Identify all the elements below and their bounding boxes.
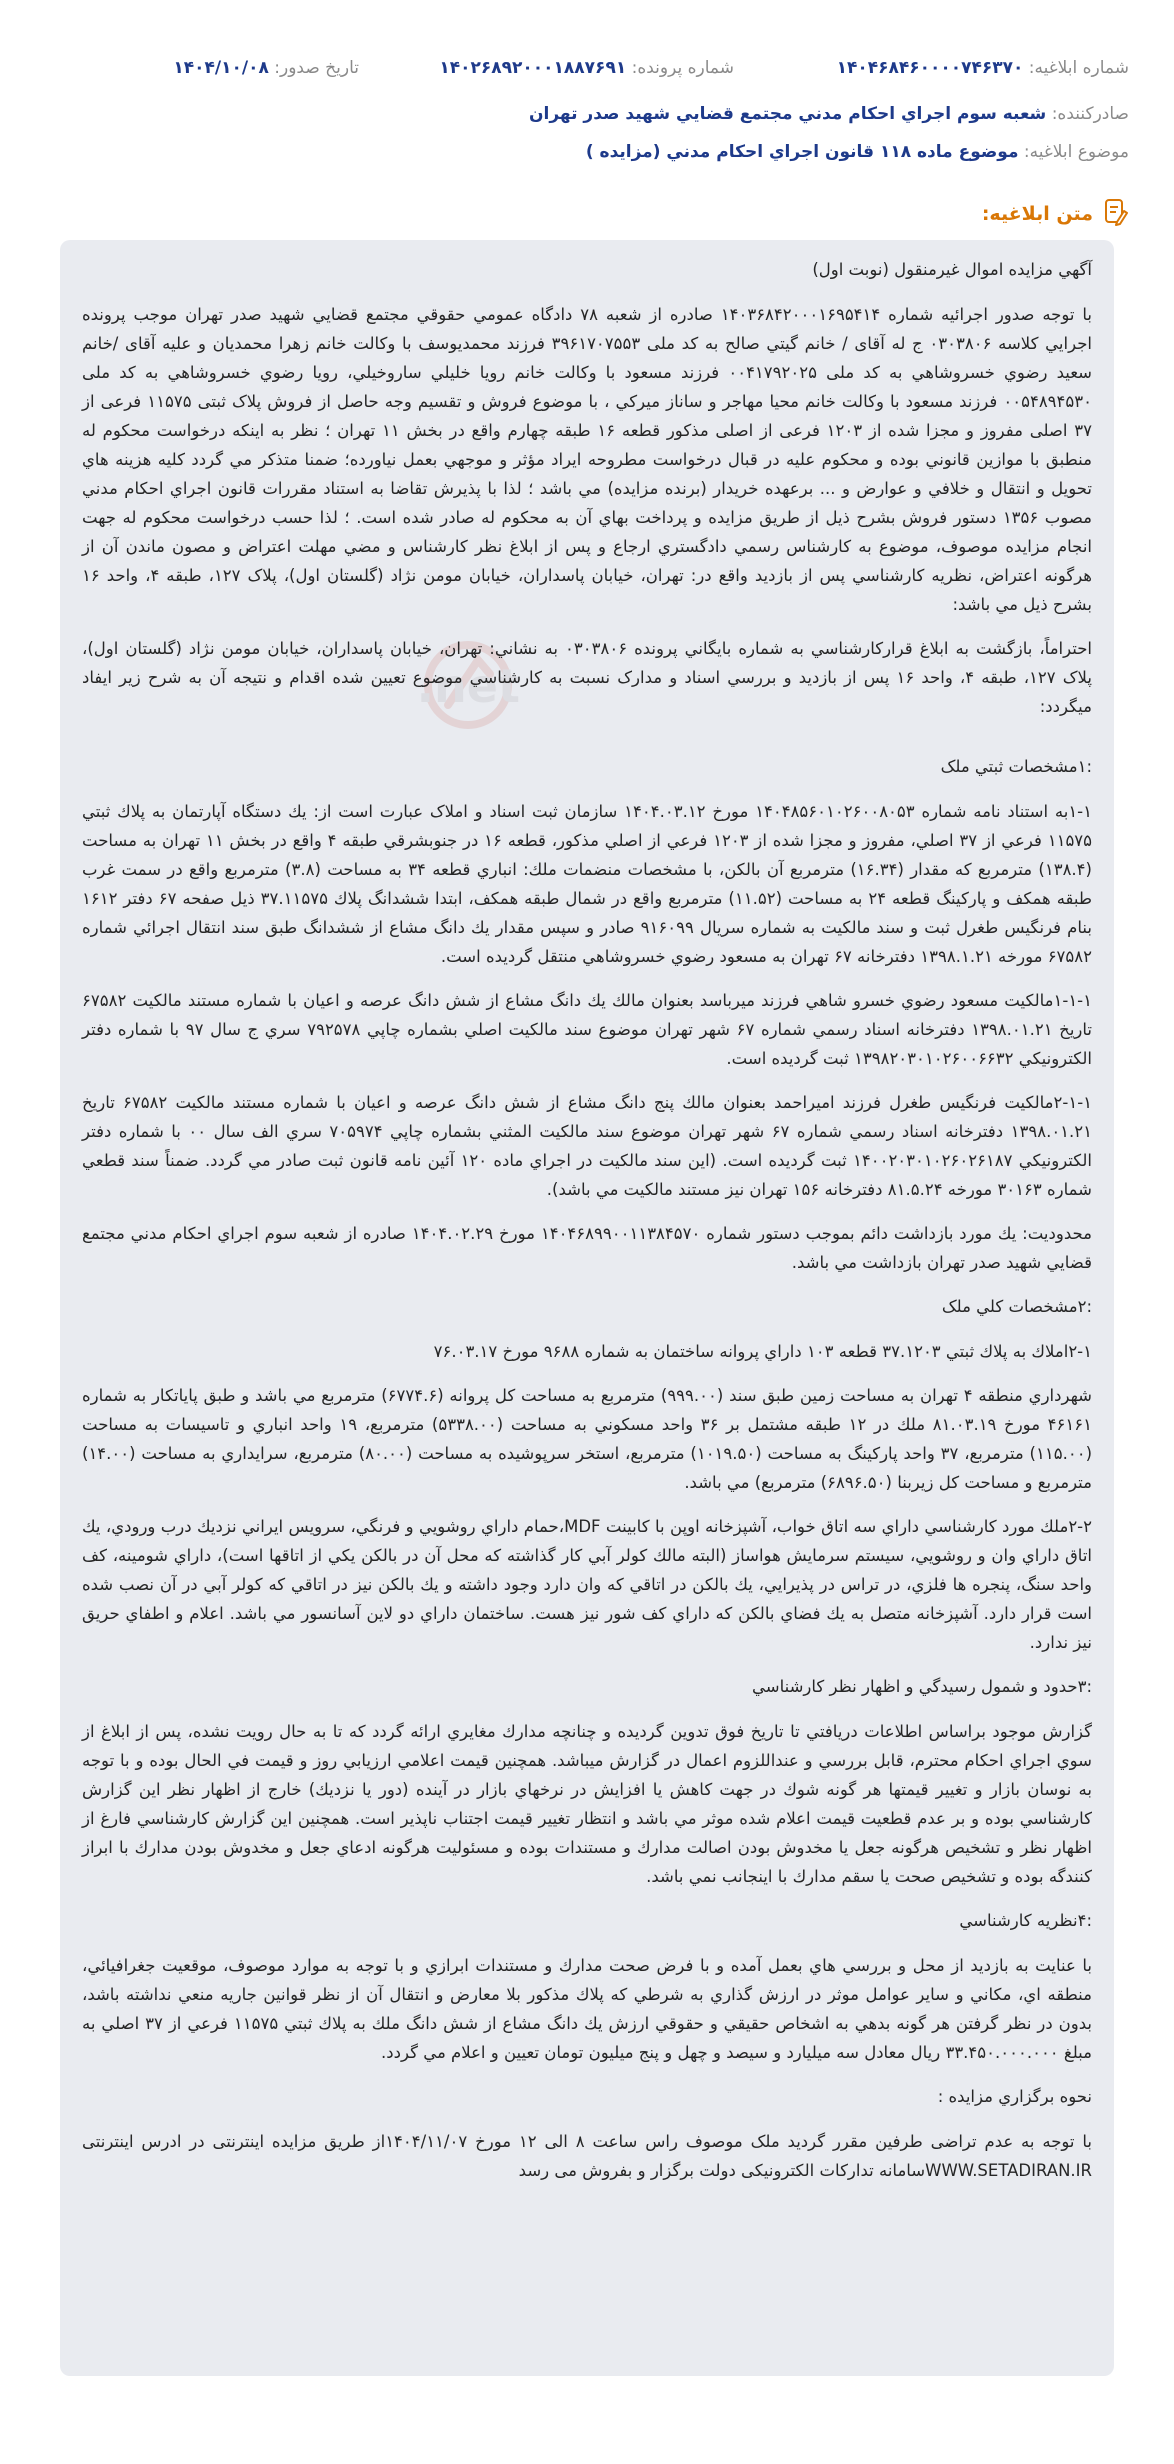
heading-general-specs: :۲مشخصات کلي ملک bbox=[941, 1297, 1092, 1316]
paragraph-unit-description: ۲-۲ملك مورد كارشناسي داراي سه اتاق خواب، آشپزخانه اوپن با كابينت MDF،حمام داراي روشويي و فرنگي، سرويس ايراني نزديك درب ورودي، يك اتاق داراي وان و روشويي، سيستم سرمايش هواساز (البته مالك كولر آبي كار گذاشته كه محل آن در بالكن يكي از اتاقها است)، داراي شومينه، كف واحد سنگ، پنجره ها فلزي، در تراس در پذيرايي، يك بالكن در اتاقي كه وان دارد وجود داشته و يك بالكن نيز در اتاقي كه كولر آبي در آن نصب شده است قرار دارد. آشپزخانه متصل به يك فضاي بالكن كه داراي كف شور نيز هست. ساختمان داراي دو لاين آسانسور مي باشد. اعلام و اطفاي حريق نيز ندارد. bbox=[82, 1517, 1092, 1652]
case-number-value: ۱۴۰۲۶۸۹۲۰۰۰۱۸۸۷۶۹۱ bbox=[439, 58, 627, 78]
paragraph-execution: با توجه صدور اجرائيه شماره ۱۴۰۳۶۸۴۲۰۰۰۱۶۹۵۴۱۴ صادره از شعبه ۷۸ دادگاه عمومي حقوقي مجتمع قضايي شهيد صدر تهران موجب پرونده اجرايي کلاسه ۰۳۰۳۸۰۶ ج له آقای / خانم گيتي صالح به کد ملی ۳۹۶۱۷۰۷۵۵۳ فرزند محمديوسف با وکالت خانم زهرا محمديان و علیه آقای /خانم سعید رضوي خسروشاهي به کد ملی ۰۰۴۱۷۹۲۰۲۵ فرزند مسعود با وکالت خانم رويا خليلي ساروخيلي، رويا رضوي خسروشاهي به کد ملی ۰۰۵۴۸۹۴۵۳۰ فرزند مسعود با وکالت خانم محيا مهاجر و ساناز ميرکي ، با موضوع فروش و تقسيم وجه حاصل از فروش پلاک ثبتی ۱۱۵۷۵ فرعی از ۳۷ اصلی مفروز و مجزا شده از ۱۲۰۳ فرعی از اصلی مذکور قطعه ۱۶ طبقه چهارم واقع در بخش ۱۱ تهران ؛ نظر به اينکه درخواست محکوم له منطبق با موازين قانوني بوده و محکوم عليه در قبال درخواست مطروحه ايراد مؤثر و موجهي بعمل نياورده؛ ضمنا متذکر مي گردد کليه هزينه هاي تحويل و انتقال و خلافي و عوارض و ... برعهده خريدار (برنده مزايده) مي باشد ؛ لذا با پذيرش تقاضا به استناد مقررات قانون اجراي احکام مدني مصوب ۱۳۵۶ دستور فروش بشرح ذيل از طريق مزايده و پرداخت بهاي آن به محکوم له صادر شده است. ؛ لذا حسب درخواست محکوم له جهت انجام مزايده موصوف، موضوع به کارشناس رسمي دادگستري ارجاع و پس از ابلاغ نظر کارشناس و مضي مهلت اعتراض و مصون ماندن آن از هرگونه اعتراض، نظريه کارشناسي پس از بازديد واقع در: تهران، خيابان پاسداران، خيابان مومن نژاد (گلستان اول)، پلاک ۱۲۷، طبقه ۴، واحد ۱۶ بشرح ذيل مي باشد: bbox=[82, 305, 1093, 614]
notice-document bbox=[82, 255, 1092, 2185]
paragraph-registration: ۱-۱به استناد نامه شماره ۱۴۰۴۸۵۶۰۱۰۲۶۰۰۸۰۵۳ مورخ ۱۴۰۴.۰۳.۱۲ سازمان ثبت اسناد و املاک عبارت است از: يك دستگاه آپارتمان به پلاك ثبتي ۱۱۵۷۵ فرعي از ۳۷ اصلي، مفروز و مجزا شده از ۱۲۰۳ فرعي از اصلي مذكور، قطعه ۱۶ در جنوبشرقي طبقه ۴ واقع در بخش ۱۱ تهران به مساحت (۱۳۸.۴) مترمربع كه مقدار (۱۶.۳۴) مترمربع آن بالكن، با مشخصات منضمات ملك: انباري قطعه ۳۴ به مساحت (۳.۸) مترمربع واقع در سمت غرب طبقه همكف و پاركينگ قطعه ۲۴ به مساحت (۱۱.۵۲) مترمربع واقع در شمال طبقه همكف، ابتدا ششدانگ پلاك ۳۷.۱۱۵۷۵ ذيل صفحه ۶۷ دفتر ۱۶۱۲ بنام فرنگيس طغرل ثبت و سند مالكيت به شماره سريال ۹۱۶۰۹۹ صادر و سپس مقدار يك دانگ مشاع از ششدانگ طبق سند انتقال اجرائي شماره ۶۷۵۸۲ مورخه ۱۳۹۸.۱.۲۱ دفترخانه ۶۷ تهران به مسعود رضوي خسروشاهي منتقل گرديده است. bbox=[82, 802, 1093, 966]
issue-date-label: تاريخ صدور: bbox=[274, 58, 359, 78]
paragraph-scope: گزارش موجود براساس اطلاعات دريافتي تا تاريخ فوق تدوين گرديده و چنانچه مدارك مغايري ارائه گردد كه تا به حال رويت نشده، پس از ابلاغ از سوي اجراي احكام محترم، قابل بررسي و عنداللزوم اعمال در گزارش ميباشد. همچنين قيمت اعلامي ارزيابي روز و قيمت في الحال بوده و با توجه به نوسان بازار و تغيير قيمتها هر گونه شوك در جهت كاهش يا افزايش در نرخهاي بازار در آينده (دور يا نزديك) خارج از اظهار نظر اين گزارش كارشناسي بوده و بر عدم قطعيت قيمت اعلام شده موثر مي باشد و انتظار تغيير قيمت اجتناب ناپذير است. همچنين اين گزارش كارشناسي فارغ از اظهار نظر و تشخيص هرگونه جعل يا مخدوش بودن اصالت مدارك و مستندات بوده و مسئوليت هرگونه ادعاي جعل و مخدوش بودن مدارك با ابراز كنندگه بوده و تشخيص صحت يا سقم مدارك با اينجانب نمي باشد. bbox=[82, 1722, 1092, 1886]
case-number-label: شماره پرونده: bbox=[631, 58, 734, 78]
notice-title: آگهي مزايده اموال غيرمنقول (نوبت اول) bbox=[812, 260, 1092, 279]
paragraph-auction: با توجه به عدم تراضی طرفین مقرر گردید ملک موصوف راس ساعت ۸ الی ۱۲ مورخ ۱۴۰۴/۱۱/۰۷از طریق مزایده اینترنتی در ادرس اینترنتی WWW.SETADIRAN.IRسامانه تدارکات الکترونیکی دولت برگزار و بفروش می رسد bbox=[82, 2132, 1092, 2180]
watermark-text: .net bbox=[420, 659, 520, 713]
paragraph-referral: احتراماً، بازگشت به ابلاغ قرارکارشناسي به شماره بايگاني پرونده ۰۳۰۳۸۰۶ به نشاني: تهران، خيابان پاسداران، خيابان مومن نژاد (گلستان اول)، پلاک ۱۲۷، طبقه ۴، واحد ۱۶ پس از بازديد و بررسي اسناد و مدارک نسبت به کارشناسي موضوع تعيين شده اقدام و نتيجه آن به شرح زير ايفاد ميگردد: bbox=[82, 639, 1092, 716]
heading-auction-method: نحوه برگزاري مزايده : bbox=[937, 2087, 1092, 2106]
issue-date-field bbox=[173, 58, 359, 78]
subject-label: موضوع ابلاغيه: bbox=[1023, 142, 1129, 162]
notice-number-label: شماره ابلاغيه: bbox=[1028, 58, 1129, 78]
heading-scope: :۳حدود و شمول رسيدگي و اظهار نظر كارشناسي bbox=[752, 1677, 1092, 1696]
subject-row bbox=[45, 142, 1129, 162]
subject-value: موضوع ماده ۱۱۸ قانون اجراي احکام مدني (مزايده ) bbox=[585, 142, 1019, 162]
paragraph-building-area: شهرداري منطقه ۴ تهران به مساحت زمين طبق سند (۹۹۹.۰۰) مترمربع به مساحت كل پروانه (۶۷۷۴.۶) مترمربع مي باشد و طبق پاياتكار به شماره ۴۶۱۶۱ مورخ ۸۱.۰۳.۱۹ ملك در ۱۲ طبقه مشتمل بر ۳۶ واحد مسكوني به مساحت (۵۳۳۸.۰۰) مترمربع، ۱۹ واحد انباري و تاسيسات به مساحت (۱۱۵.۰۰) مترمربع، ۳۷ واحد پاركينگ به مساحت (۱۰۱۹.۵۰) مترمربع، استخر سرپوشيده به مساحت (۸۰.۰۰) مترمربع، سرايداري به مساحت (۱۴.۰۰) مترمربع و مساحت كل زيربنا (۶۸۹۶.۵۰) مترمربع) مي باشد. bbox=[82, 1386, 1092, 1492]
issuer-value: شعبه سوم اجراي احكام مدني مجتمع قضايي شهيد صدر تهران bbox=[528, 104, 1047, 124]
notice-number-value: ۱۴۰۴۶۸۴۶۰۰۰۰۷۴۶۳۷۰ bbox=[836, 58, 1024, 78]
paragraph-building-permit: ۲-۱املاك به پلاك ثبتي ۳۷.۱۲۰۳ قطعه ۱۰۳ داراي پروانه ساختمان به شماره ۹۶۸۸ مورخ ۷۶.۰۳.۱۷ bbox=[433, 1342, 1092, 1361]
heading-registration-specs: :۱مشخصات ثبتي ملک bbox=[940, 757, 1092, 776]
paragraph-restriction: محدوديت: يك مورد بازداشت دائم بموجب دستور شماره ۱۴۰۴۶۸۹۹۰۰۱۱۳۸۴۵۷۰ مورخ ۱۴۰۴.۰۲.۲۹ صادره از شعبه سوم اجراي احكام مدني مجتمع قضايي شهيد صدر تهران بازداشت مي باشد. bbox=[82, 1224, 1092, 1272]
heading-expert-opinion: :۴نظريه كارشناسي bbox=[959, 1911, 1092, 1930]
issuer-label: صادرکننده: bbox=[1051, 104, 1129, 124]
document-pen-icon bbox=[1103, 198, 1129, 230]
notice-text-header bbox=[982, 198, 1129, 230]
paragraph-valuation: با عنايت به بازديد از محل و بررسي هاي بعمل آمده و با فرض صحت مدارك و مستندات ابرازي و با توجه به موارد موصوف، موقعيت جغرافيائي، منطقه اي، مكاني و ساير عوامل موثر در ارزش گذاري به شرطي كه پلاك مذكور بلا معارض و انتقال آن از نظر قوانين جاريه منعي نداشته باشد، بدون در نظر گرفتن هر گونه بدهي به اشخاص حقيقي و حقوقي ارزش يك دانگ مشاع از شش دانگ ملك به پلاك ثبتي ۱۱۵۷۵ فرعي از ۳۷ اصلي به مبلغ ۳۳.۴۵۰.۰۰۰.۰۰۰ ريال معادل سه ميليارد و سيصد و چهل و پنج ميليون تومان تعيين و اعلام مي گردد. bbox=[82, 1956, 1092, 2062]
notice-text-title: متن ابلاغيه: bbox=[981, 203, 1093, 225]
notice-number-field bbox=[837, 58, 1129, 78]
issuer-row bbox=[45, 104, 1129, 124]
issue-date-value: ۱۴۰۴/۱۰/۰۸ bbox=[173, 58, 269, 78]
paragraph-ownership-1: ۱-۱-۱مالكيت مسعود رضوي خسرو شاهي فرزند ميرباسد بعنوان مالك يك دانگ مشاع از شش دانگ عرصه و اعيان با شماره مستند مالكيت ۶۷۵۸۲ تاريخ ۱۳۹۸.۰۱.۲۱ دفترخانه اسناد رسمي شماره ۶۷ شهر تهران موضوع سند مالكيت اصلي بشماره چاپي ۷۹۲۵۷۸ سري ج سال ۹۷ با شماره دفتر الكترونيكي ۱۳۹۸۲۰۳۰۱۰۲۶۰۰۶۶۳۲ ثبت گرديده است. bbox=[82, 991, 1093, 1068]
paragraph-ownership-2: ۲-۱-۱مالكيت فرنگيس طغرل فرزند اميراحمد بعنوان مالك پنج دانگ مشاع از شش دانگ عرصه و اعيان با شماره مستند مالكيت ۶۷۵۸۲ تاريخ ۱۳۹۸.۰۱.۲۱ دفترخانه اسناد رسمي شماره ۶۷ شهر تهران موضوع سند مالكيت المثني بشماره چاپي ۷۰۵۹۷۴ سري الف سال ۰۰ با شماره دفتر الكترونيكي ۱۴۰۰۲۰۳۰۱۰۲۶۰۲۶۱۸۷ ثبت گرديده است. (اين سند مالكيت در اجراي ماده ۱۲۰ آئين نامه قانون ثبت صادر مي گردد. ضمناً سند قطعي شماره ۳۰۱۶۳ مورخه ۸۱.۵.۲۴ دفترخانه ۱۵۶ تهران نيز مستند مالكيت مي باشد). bbox=[82, 1093, 1093, 1199]
case-number-field bbox=[439, 58, 734, 78]
notice-body bbox=[60, 240, 1114, 2376]
